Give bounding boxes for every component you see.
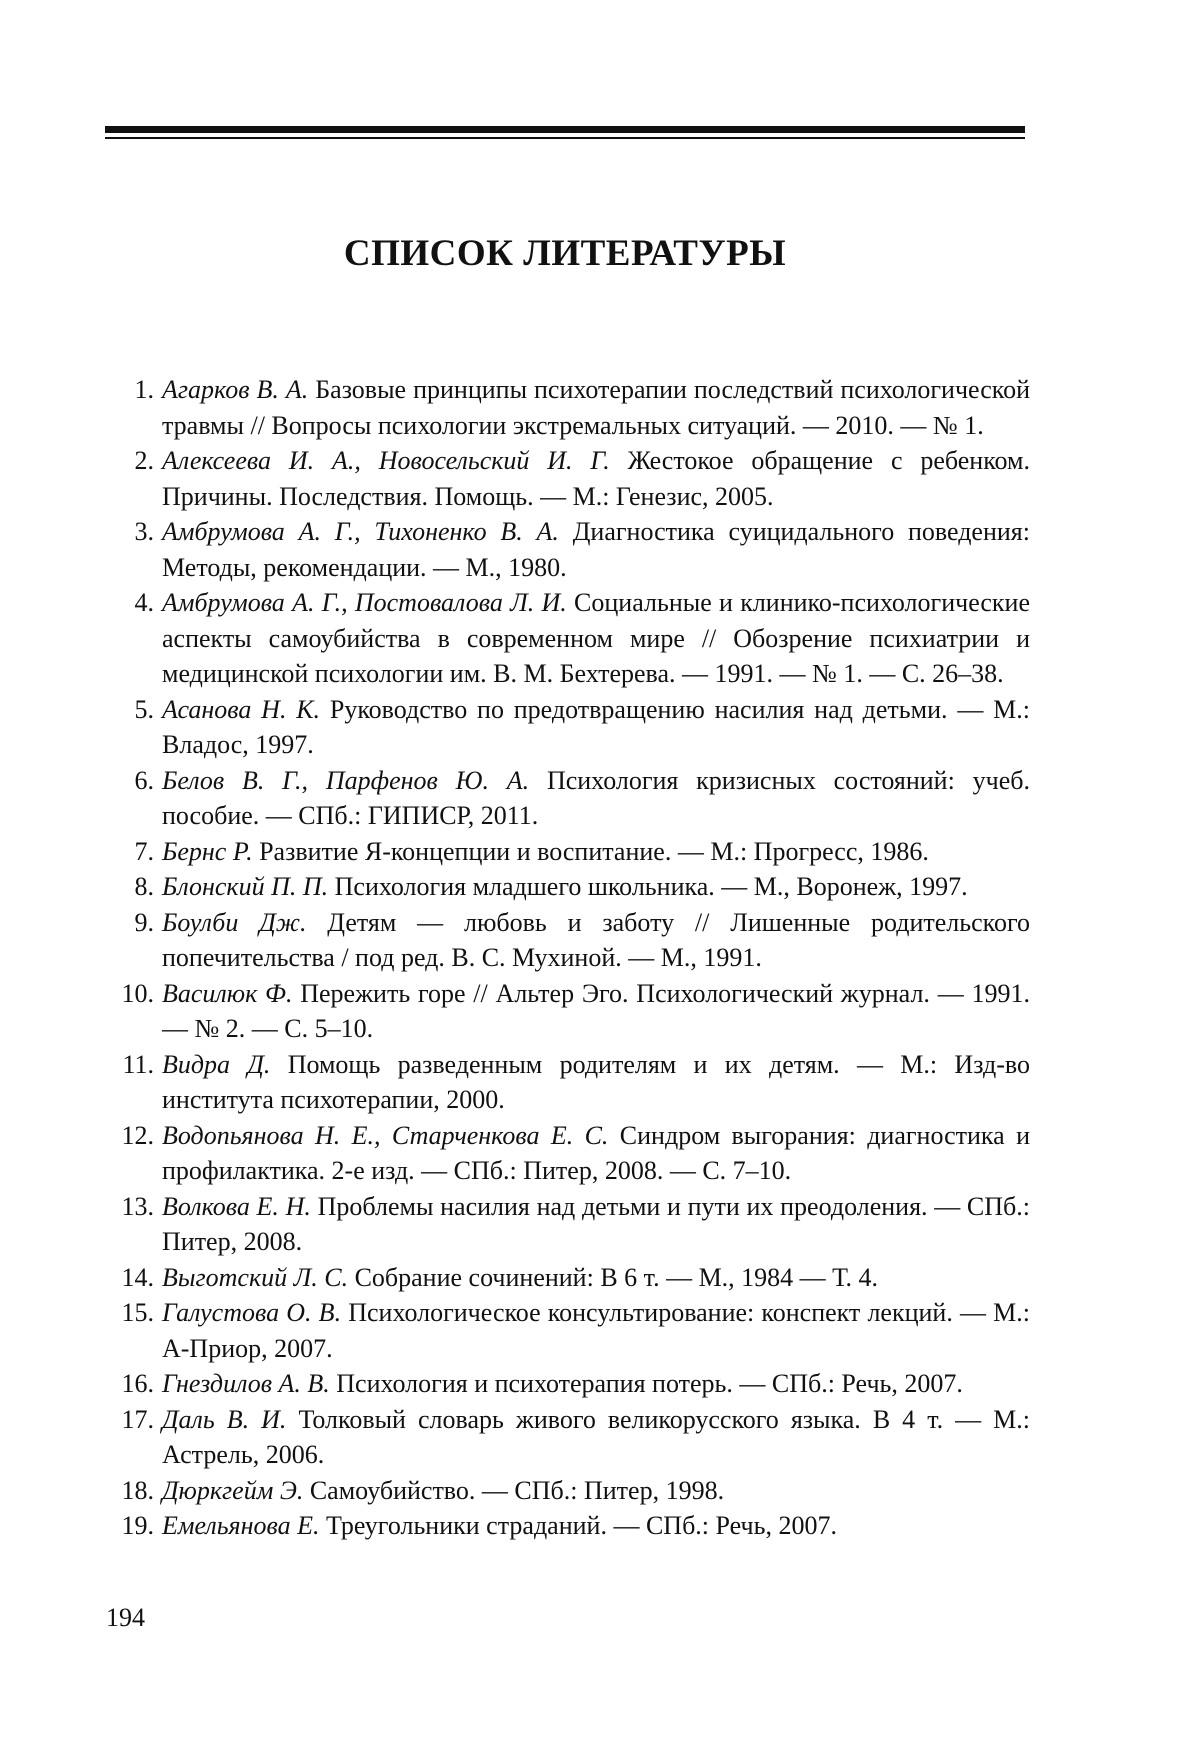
reference-number: 12. bbox=[108, 1118, 154, 1154]
reference-text: Психология кризисных состояний: учеб. пособие. — СПб.: ГИПИСР, 2011. bbox=[162, 766, 1030, 831]
reference-author: Асанова Н. К. bbox=[162, 695, 320, 724]
reference-number: 6. bbox=[108, 763, 154, 799]
reference-item bbox=[108, 976, 1030, 1047]
reference-item bbox=[108, 1508, 1030, 1544]
reference-number: 11. bbox=[108, 1047, 154, 1083]
reference-text: Руководство по предотвращению насилия над детьми. — М.: Владос, 1997. bbox=[162, 695, 1030, 760]
reference-number: 18. bbox=[108, 1473, 154, 1509]
reference-author: Выготский Л. С. bbox=[162, 1263, 348, 1292]
reference-text: Психологическое консультирование: конспект лекций. — М.: А-Приор, 2007. bbox=[162, 1298, 1030, 1363]
reference-author: Белов В. Г., Парфенов Ю. А. bbox=[162, 766, 529, 795]
reference-author: Водопьянова Н. Е., Старченкова Е. С. bbox=[162, 1121, 608, 1150]
reference-number: 14. bbox=[108, 1260, 154, 1296]
reference-text: Жестокое обращение с ребенком. Причины. Последствия. Помощь. — М.: Генезис, 2005. bbox=[162, 446, 1030, 511]
reference-text: Самоубийство. — СПб.: Питер, 1998. bbox=[303, 1476, 724, 1505]
reference-text: Психология и психотерапия потерь. — СПб.: Речь, 2007. bbox=[330, 1369, 963, 1398]
reference-number: 13. bbox=[108, 1189, 154, 1225]
reference-author: Видра Д. bbox=[162, 1050, 270, 1079]
header-rule-thick bbox=[105, 126, 1025, 133]
reference-author: Гнездилов А. В. bbox=[162, 1369, 330, 1398]
reference-number: 19. bbox=[108, 1508, 154, 1544]
reference-author: Дюркгейм Э. bbox=[162, 1476, 303, 1505]
reference-number: 9. bbox=[108, 905, 154, 941]
reference-text: Пережить горе // Альтер Эго. Психологический журнал. — 1991. — № 2. — С. 5–10. bbox=[162, 979, 1030, 1044]
reference-number: 4. bbox=[108, 585, 154, 621]
page-title: СПИСОК ЛИТЕРАТУРЫ bbox=[0, 232, 1130, 275]
reference-number: 8. bbox=[108, 869, 154, 905]
reference-author: Галустова О. В. bbox=[162, 1298, 341, 1327]
reference-item bbox=[108, 1295, 1030, 1366]
reference-number: 7. bbox=[108, 834, 154, 870]
reference-item bbox=[108, 1473, 1030, 1509]
reference-text: Детям — любовь и заботу // Лишенные родительского попечительства / под ред. В. С. Мухиной. — М., 1991. bbox=[162, 908, 1030, 973]
reference-text: Проблемы насилия над детьми и пути их преодоления. — СПб.: Питер, 2008. bbox=[162, 1192, 1030, 1257]
reference-item bbox=[108, 1047, 1030, 1118]
reference-number: 17. bbox=[108, 1402, 154, 1438]
reference-text: Психология младшего школьника. — М., Воронеж, 1997. bbox=[328, 872, 968, 901]
reference-text: Треугольники страданий. — СПб.: Речь, 2007. bbox=[320, 1511, 837, 1540]
reference-item bbox=[108, 834, 1030, 870]
reference-author: Алексеева И. А., Новосельский И. Г. bbox=[162, 446, 610, 475]
page-number: 194 bbox=[106, 1603, 145, 1633]
reference-author: Блонский П. П. bbox=[162, 872, 328, 901]
reference-item bbox=[108, 1118, 1030, 1189]
header-rule-thin bbox=[105, 137, 1025, 139]
reference-author: Емельянова Е. bbox=[162, 1511, 320, 1540]
reference-author: Василюк Ф. bbox=[162, 979, 292, 1008]
reference-author: Даль В. И. bbox=[162, 1405, 286, 1434]
reference-text: Толковый словарь живого великорусского языка. В 4 т. — М.: Астрель, 2006. bbox=[162, 1405, 1030, 1470]
reference-item bbox=[108, 1402, 1030, 1473]
reference-item bbox=[108, 869, 1030, 905]
reference-text: Развитие Я-концепции и воспитание. — М.: Прогресс, 1986. bbox=[253, 837, 929, 866]
reference-text: Социальные и клинико-психологические аспекты самоубийства в современном мире // Обозрение психиатрии и медицинской психологии им. В. М. Бехтерева. — 1991. — № 1. — С. 26–38. bbox=[162, 588, 1030, 688]
reference-author: Волкова Е. Н. bbox=[162, 1192, 311, 1221]
reference-item bbox=[108, 1189, 1030, 1260]
reference-item bbox=[108, 443, 1030, 514]
reference-number: 16. bbox=[108, 1366, 154, 1402]
reference-item bbox=[108, 514, 1030, 585]
reference-author: Амбрумова А. Г., Тихоненко В. А. bbox=[162, 517, 559, 546]
reference-text: Помощь разведенным родителям и их детям. — М.: Изд-во института психотерапии, 2000. bbox=[162, 1050, 1030, 1115]
reference-text: Диагностика суицидального поведения: Методы, рекомендации. — М., 1980. bbox=[162, 517, 1030, 582]
reference-number: 1. bbox=[108, 372, 154, 408]
reference-text: Базовые принципы психотерапии последствий психологической травмы // Вопросы психологии экстремальных ситуаций. — 2010. — № 1. bbox=[162, 375, 1030, 440]
reference-item bbox=[108, 692, 1030, 763]
reference-author: Боулби Дж. bbox=[162, 908, 306, 937]
reference-item bbox=[108, 905, 1030, 976]
reference-number: 2. bbox=[108, 443, 154, 479]
reference-item bbox=[108, 1366, 1030, 1402]
reference-item bbox=[108, 372, 1030, 443]
reference-number: 10. bbox=[108, 976, 154, 1012]
reference-text: Синдром выгорания: диагностика и профилактика. 2-е изд. — СПб.: Питер, 2008. — С. 7–10. bbox=[162, 1121, 1030, 1186]
reference-item bbox=[108, 1260, 1030, 1296]
reference-item bbox=[108, 763, 1030, 834]
reference-list bbox=[108, 372, 1030, 1544]
reference-text: Собрание сочинений: В 6 т. — М., 1984 — Т. 4. bbox=[348, 1263, 878, 1292]
reference-item bbox=[108, 585, 1030, 692]
reference-author: Агарков В. А. bbox=[162, 375, 308, 404]
reference-number: 15. bbox=[108, 1295, 154, 1331]
reference-author: Амбрумова А. Г., Постовалова Л. И. bbox=[162, 588, 567, 617]
reference-author: Бернс Р. bbox=[162, 837, 253, 866]
reference-number: 5. bbox=[108, 692, 154, 728]
reference-number: 3. bbox=[108, 514, 154, 550]
